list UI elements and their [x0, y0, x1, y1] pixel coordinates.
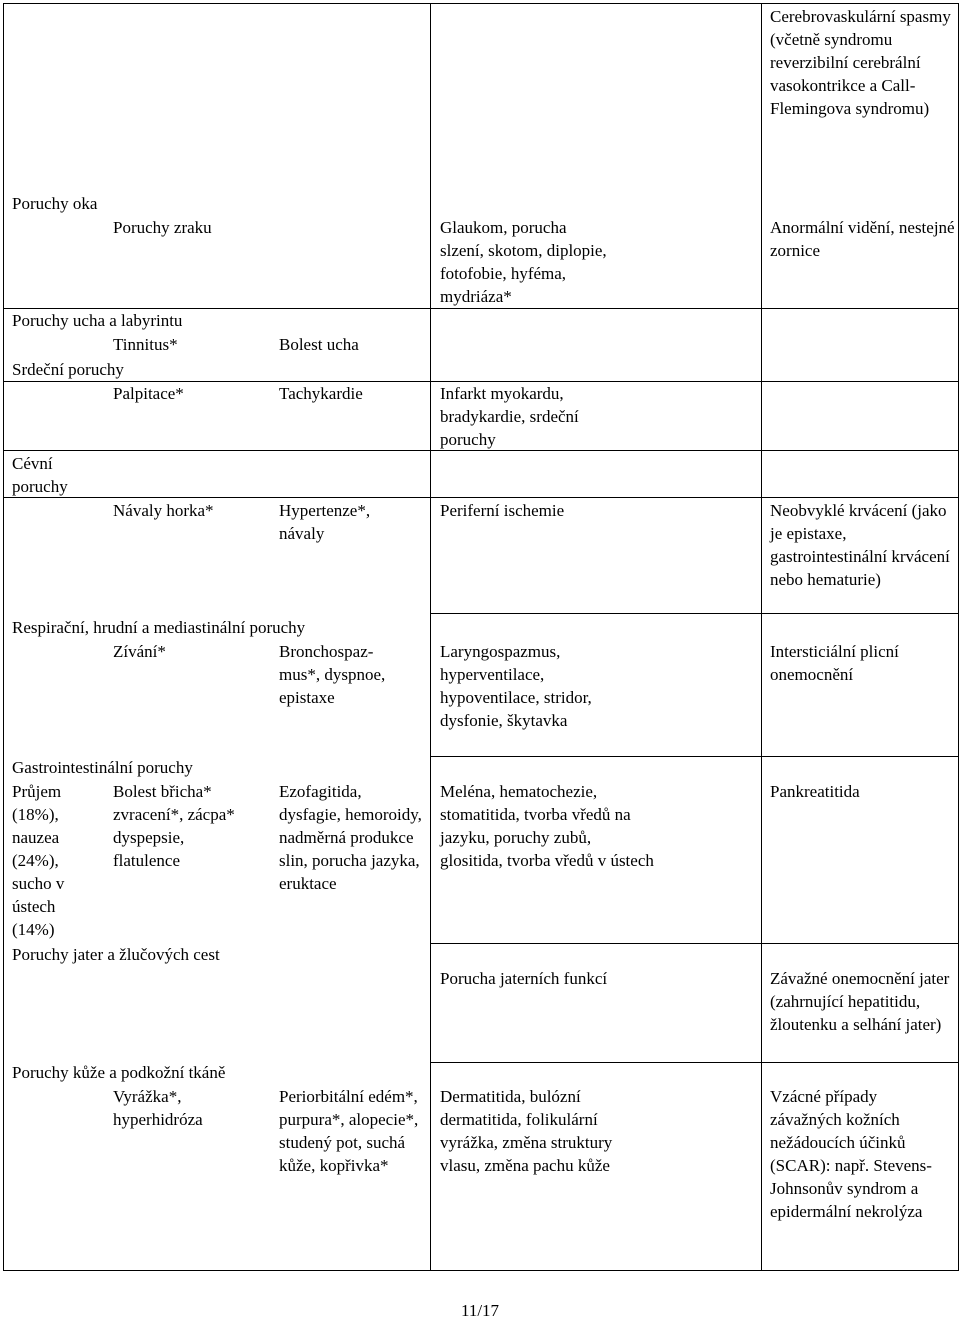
gi-col2: Ezofagitida, dysfagie, hemoroidy, nadměrná produkce slin, porucha jazyka, eruktace: [279, 782, 427, 893]
eye-col3: Glaukom, porucha slzení, skotom, diplopie, fotofobie, hyféma, mydriáza*: [440, 218, 611, 306]
ear-col1: Tinnitus*: [113, 335, 178, 354]
row-divider: [430, 1062, 959, 1063]
row-divider: [3, 497, 959, 498]
cerebrovascular-cell: Cerebrovaskulární spasmy (včetně syndromu reverzibilní cerebrální vasokontrikce a Call-Flemingova syndromu): [770, 7, 956, 118]
respiratory-col4: Intersticiální plicní onemocnění: [770, 642, 904, 684]
row-divider: [430, 756, 959, 757]
column-divider-3: [430, 3, 431, 1271]
page-number: 11/17: [460, 1301, 500, 1320]
row-divider: [430, 943, 959, 944]
vascular-col3: Periferní ischemie: [440, 501, 565, 520]
section-heading-cardiac: Srdeční poruchy: [12, 360, 124, 379]
section-heading-ear: Poruchy ucha a labyrintu: [12, 311, 183, 330]
cardiac-col2: Tachykardie: [279, 384, 363, 403]
gi-col0: Průjem (18%), nauzea (24%), sucho v ústech (14%): [12, 782, 69, 939]
table-border-left: [3, 3, 4, 1271]
vascular-col1: Návaly horka*: [113, 501, 214, 520]
table-border-right: [958, 3, 959, 1271]
respiratory-col1: Zívání*: [113, 642, 166, 661]
gi-col3: Meléna, hematochezie, stomatitida, tvorba vředů na jazyku, poruchy zubů, glositida, tvorba vředů v ústech: [440, 782, 654, 870]
skin-col3: Dermatitida, bulózní dermatitida, folikulární vyrážka, změna struktury vlasu, změna pachu kůže: [440, 1087, 617, 1175]
skin-col4: Vzácné případy závažných kožních nežádoucích účinků (SCAR): např. Stevens-Johnsonův syndrom a epidermální nekrolýza: [770, 1087, 932, 1221]
cardiac-col1: Palpitace*: [113, 384, 184, 403]
liver-col3: Porucha jaterních funkcí: [440, 969, 608, 988]
section-heading-respiratory: Respirační, hrudní a mediastinální poruchy: [12, 618, 306, 637]
respiratory-col3: Laryngospazmus, hyperventilace, hypoventilace, stridor, dysfonie, škytavka: [440, 642, 597, 730]
vascular-col2: Hypertenze*, návaly: [279, 501, 375, 543]
cardiac-col3: Infarkt myokardu, bradykardie, srdeční poruchy: [440, 384, 584, 449]
skin-col2: Periorbitální edém*, purpura*, alopecie*, studený pot, suchá kůže, kopřivka*: [279, 1087, 423, 1175]
section-heading-gi: Gastrointestinální poruchy: [12, 758, 193, 777]
gi-col4: Pankreatitida: [770, 782, 860, 801]
section-heading-eye: Poruchy oka: [12, 194, 98, 213]
column-divider-4: [761, 3, 762, 1271]
table-border-bottom: [3, 1270, 959, 1271]
respiratory-col2: Bronchospaz- mus*, dyspnoe, epistaxe: [279, 642, 386, 707]
eye-col1: Poruchy zraku: [113, 218, 212, 237]
section-heading-vascular: Cévní poruchy: [12, 454, 68, 496]
ear-col2: Bolest ucha: [279, 335, 359, 354]
eye-col4: Anormální vidění, nestejné zornice: [770, 218, 959, 260]
adverse-effects-table: [3, 3, 959, 1271]
section-heading-skin: Poruchy kůže a podkožní tkáně: [12, 1063, 226, 1082]
row-divider: [430, 613, 959, 614]
liver-col4: Závažné onemocnění jater (zahrnující hepatitidu, žloutenku a selhání jater): [770, 969, 954, 1034]
row-divider: [3, 3, 959, 4]
section-heading-liver: Poruchy jater a žlučových cest: [12, 945, 220, 964]
vascular-col4: Neobvyklé krvácení (jako je epistaxe, gastrointestinální krvácení nebo hematurie): [770, 501, 955, 589]
skin-col1: Vyrážka*, hyperhidróza: [113, 1087, 203, 1129]
gi-col1: Bolest břicha* zvracení*, zácpa* dyspepsie, flatulence: [113, 782, 239, 870]
